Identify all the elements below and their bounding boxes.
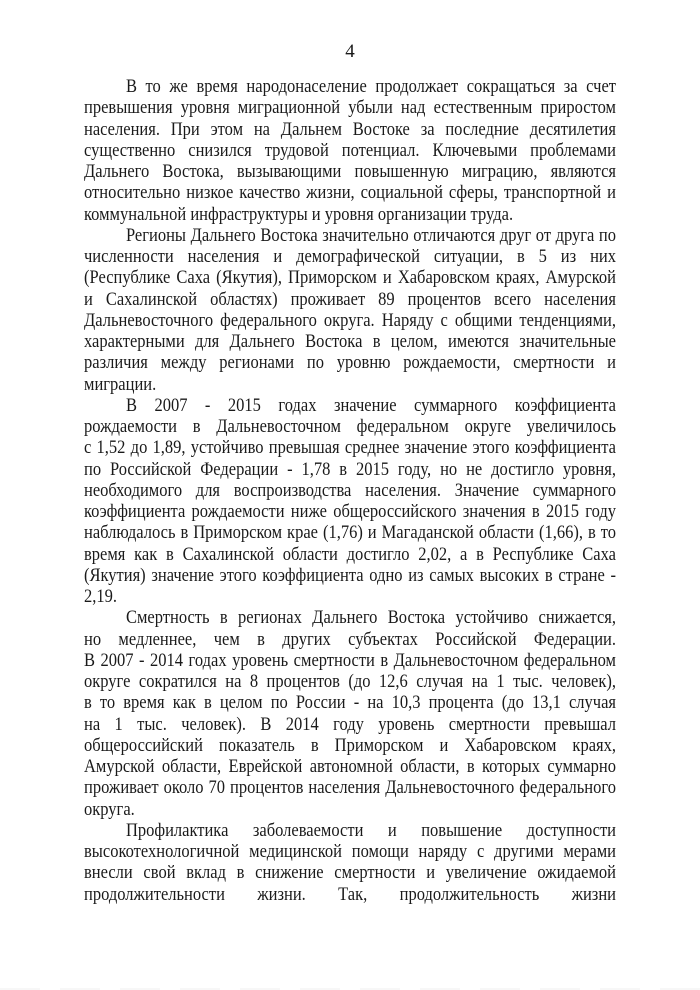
text-line: округе сократился на 8 процентов (до 12,6 случая на 1 тыс. человек), bbox=[84, 671, 616, 692]
text-line: В 2007 - 2014 годах уровень смертности в Дальневосточном федеральном bbox=[84, 649, 616, 671]
paragraph-fertility bbox=[84, 395, 616, 608]
text-line: 2,19. bbox=[84, 586, 118, 607]
text-line: В то же время народонаселение продолжает сокращаться за счет bbox=[125, 76, 616, 97]
text-line: необходимого для воспроизводства населения. Значение суммарного bbox=[84, 479, 616, 501]
text-line: миграции. bbox=[84, 373, 157, 395]
text-line: проживает около 70 процентов населения Дальневосточного федерального bbox=[84, 777, 616, 799]
text-line: В 2007 - 2015 годах значение суммарного коэффициента bbox=[125, 394, 616, 416]
text-line: относительно низкое качество жизни, социальной сферы, транспортной и bbox=[84, 182, 616, 204]
text-line: (Республике Саха (Якутия), Приморском и Хабаровском краях, Амурской bbox=[84, 267, 616, 289]
text-line: существенно снизился трудовой потенциал. Ключевыми проблемами bbox=[84, 139, 616, 161]
text-line: общероссийский показатель в Приморском и Хабаровском краях, bbox=[84, 734, 616, 756]
text-line: на 1 тыс. человек). В 2014 году уровень смертности превышал bbox=[84, 713, 616, 735]
text-line: высокотехнологичной медицинской помощи наряду с другими мерами bbox=[84, 841, 616, 862]
text-line: Дальневосточного федерального округа. Наряду с общими тенденциями, bbox=[84, 309, 616, 331]
text-line: по Российской Федерации - 1,78 в 2015 году, но не достигло уровня, bbox=[84, 458, 616, 480]
text-line: различия между регионами по уровню рождаемости, смертности и bbox=[84, 352, 616, 374]
paragraph-mortality bbox=[84, 607, 616, 820]
text-line: коммунальной инфраструктуры и уровня организации труда. bbox=[84, 203, 514, 225]
text-line: округа. bbox=[84, 798, 135, 820]
page-number: 4 bbox=[345, 41, 355, 62]
text-line: численности населения и демографической ситуации, в 5 из них bbox=[84, 246, 616, 267]
text-line: Профилактика заболеваемости и повышение доступности bbox=[125, 819, 616, 841]
text-line: Регионы Дальнего Востока значительно отличаются друг от друга по bbox=[125, 224, 616, 246]
text-line: продолжительности жизни. Так, продолжительность жизни bbox=[84, 883, 616, 905]
text-line: превышения уровня миграционной убыли над естественным приростом bbox=[84, 97, 616, 119]
text-line: время как в Сахалинской области достигло 2,02, а в Республике Саха bbox=[84, 543, 616, 565]
text-line: Смертность в регионах Дальнего Востока устойчиво снижается, bbox=[125, 607, 616, 629]
text-line: внесли свой вклад в снижение смертности и увеличение ожидаемой bbox=[84, 862, 616, 884]
paragraph-regions bbox=[84, 225, 616, 395]
text-line: Дальнего Востока, вызывающими повышенную миграцию, являются bbox=[84, 161, 616, 182]
text-line: наблюдалось в Приморском крае (1,76) и Магаданской области (1,66), в то bbox=[84, 522, 616, 544]
text-line: и Сахалинской областях) проживает 89 процентов всего населения bbox=[84, 288, 616, 310]
paragraph-migration bbox=[84, 76, 616, 225]
text-line: рождаемости в Дальневосточном федеральном округе увеличилось bbox=[84, 416, 616, 437]
text-line: Амурской области, Еврейской автономной области, в которых суммарно bbox=[84, 756, 616, 777]
text-line: характерными для Дальнего Востока в целом, имеются значительные bbox=[84, 331, 616, 352]
text-line: но медленнее, чем в других субъектах Российской Федерации. bbox=[84, 628, 616, 650]
text-line: населения. При этом на Дальнем Востоке за последние десятилетия bbox=[84, 118, 616, 140]
text-line: (Якутия) значение этого коэффициента одно из самых высоких в стране - bbox=[84, 564, 616, 586]
paragraph-prevention bbox=[84, 820, 616, 905]
document-body bbox=[84, 76, 616, 905]
text-line: коэффициента рождаемости ниже общероссийского значения в 2015 году bbox=[84, 501, 616, 522]
text-line: в то время как в целом по России - на 10,3 процента (до 13,1 случая bbox=[84, 692, 616, 714]
text-line: с 1,52 до 1,89, устойчиво превышая среднее значение этого коэффициента bbox=[84, 437, 616, 459]
